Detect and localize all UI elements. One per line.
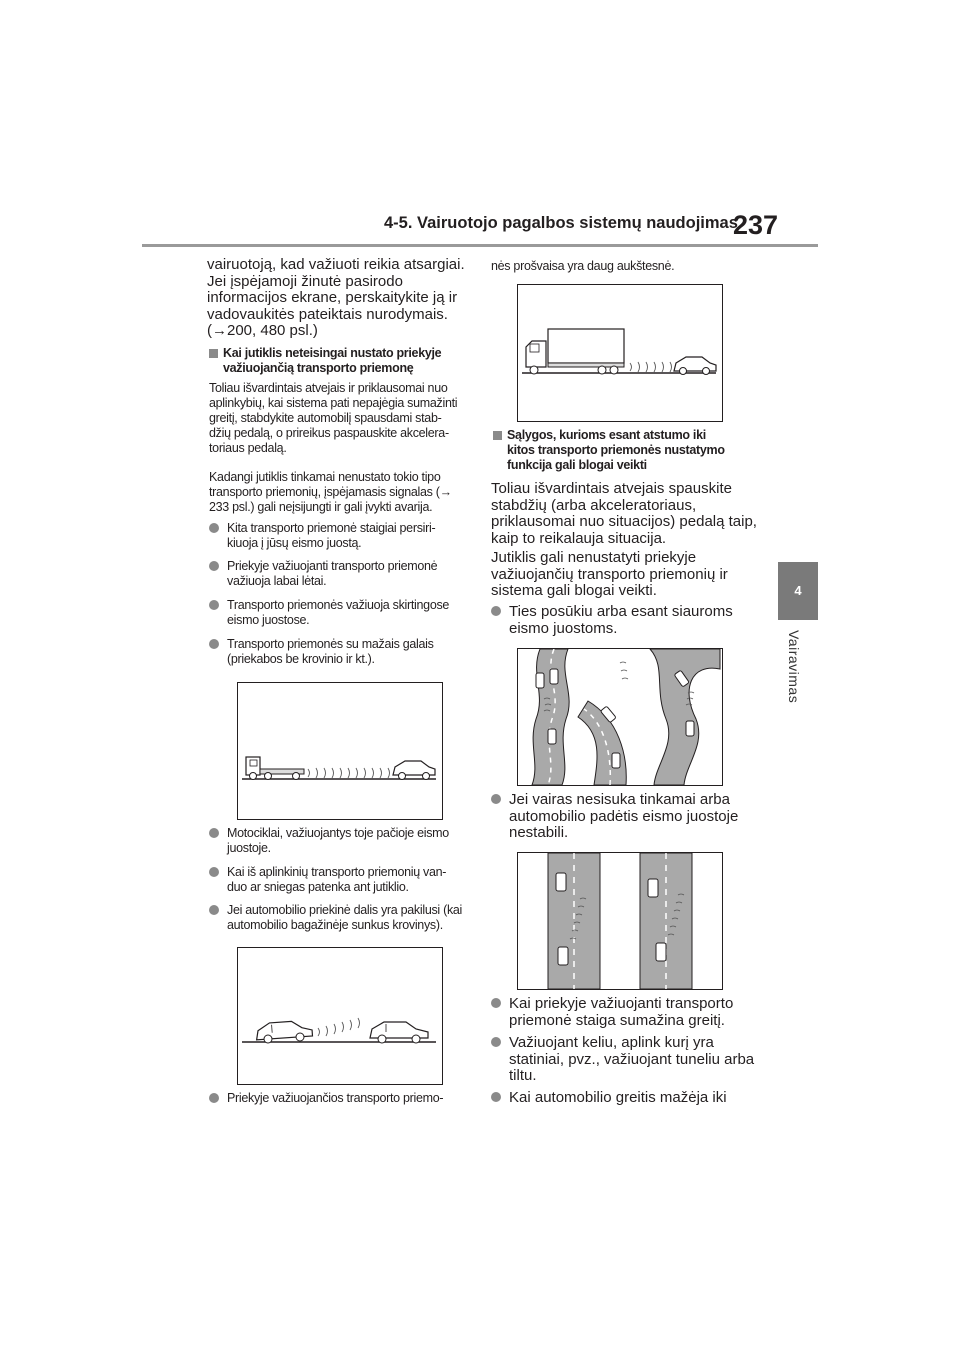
- square-bullet-icon: [493, 431, 502, 440]
- bullet-icon: [491, 606, 501, 616]
- chapter-tab: 4: [778, 562, 818, 620]
- right-heading-text: Sąlygos, kurioms esant atstumo iki kitos transporto priemonės nustatymo funkcija gali blogai veikti: [507, 428, 725, 472]
- illustration-lane-position: [517, 852, 723, 990]
- illustration-low-trailer: [237, 682, 443, 820]
- list-item-text: Kai automobilio greitis mažėja iki: [509, 1089, 727, 1106]
- bullet-icon: [209, 600, 219, 610]
- chapter-label: Vairavimas: [786, 630, 802, 704]
- left-paragraph-1: Toliau išvardintais atvejais ir priklausomai nuo aplinkybių, kai sistema pati nepajėgia sumažinti greitį, stabdykite automobilį spausdami stab- džių pedalą, o prireikus paspauskite akcelera- toriaus pedalą.: [209, 381, 458, 455]
- list-item-text: Priekyje važiuojančios transporto priemo-: [227, 1091, 444, 1105]
- list-item-text: Transporto priemonės važiuoja skirtingose eismo juostose.: [227, 598, 450, 627]
- list-item-text: Priekyje važiuojanti transporto priemonė važiuoja labai lėtai.: [227, 559, 438, 588]
- trailer-car-drawing: [238, 683, 442, 819]
- list-item-text: Kai priekyje važiuojanti transporto priemonė staiga sumažina greitį.: [509, 995, 734, 1029]
- list-item-text: Motociklai, važiuojantys toje pačioje eismo juostoje.: [227, 826, 449, 855]
- bullet-icon: [209, 828, 219, 838]
- list-item-text: Jei vairas nesisuka tinkamai arba automobilio padėtis eismo juostoje nestabili.: [509, 791, 739, 841]
- list-item-text: Jei automobilio priekinė dalis yra pakilusi (kai automobilio bagažinėje sunkus krovinys).: [227, 903, 463, 932]
- right-paragraph-2: Jutiklis gali nenustatyti priekyje važiuojančių transporto priemonių ir sistema gali blogai veikti.: [491, 549, 728, 599]
- header-divider: [142, 244, 818, 247]
- illustration-curves: [517, 648, 723, 786]
- page-number: 237: [733, 210, 779, 240]
- section-title: 4-5. Vairuotojo pagalbos sistemų naudojimas: [384, 214, 738, 232]
- truck-car-drawing: [518, 285, 722, 421]
- bullet-icon: [491, 1037, 501, 1047]
- bullet-icon: [209, 523, 219, 533]
- list-item-text: Važiuojant keliu, aplink kurį yra statiniai, pvz., važiuojant tuneliu arba tiltu.: [509, 1034, 755, 1084]
- bullet-icon: [209, 867, 219, 877]
- bullet-icon: [491, 1092, 501, 1102]
- illustration-high-clearance: [517, 284, 723, 422]
- list-item-text: Kita transporto priemonė staigiai persiri- kiuoja į jūsų eismo juostą.: [227, 521, 436, 550]
- left-paragraph-2: Kadangi jutiklis tinkamai nenustato tokio tipo transporto priemonių, įspėjamasis signalas (→ 233 psl.) gali neįsijungti ir gali įvykti avarija.: [209, 470, 452, 514]
- bullet-icon: [491, 998, 501, 1008]
- lane-drift-drawing: [518, 853, 722, 989]
- right-paragraph-1: Toliau išvardintais atvejais spauskite stabdžių (arba akceleratoriaus, priklausomai nuo situacijos) pedalą taip, kaip to reikalauja situacija.: [491, 480, 757, 547]
- list-item-text: Ties posūkiu arba esant siauroms eismo juostoms.: [509, 603, 733, 637]
- list-item-text: Kai iš aplinkinių transporto priemonių van- duo ar sniegas patenka ant jutiklio.: [227, 865, 447, 894]
- bullet-icon: [491, 794, 501, 804]
- chapter-label-container: [778, 630, 818, 740]
- continuation-text: nės prošvaisa yra daug aukštesnė.: [491, 259, 675, 273]
- left-heading-text: Kai jutiklis neteisingai nustato priekyje važiuojančią transporto priemonę: [223, 346, 442, 375]
- square-bullet-icon: [209, 349, 218, 358]
- raised-car-drawing: [238, 948, 442, 1084]
- illustration-raised-front: [237, 947, 443, 1085]
- intro-text: vairuotoją, kad važiuoti reikia atsargiai. Jei įspėjamoji žinutė pasirodo informacijos ekrane, perskaitykite ją ir vadovaukitės pateiktais nurodymais. (→200, 480 psl.): [207, 256, 465, 339]
- bullet-icon: [209, 905, 219, 915]
- bullet-icon: [209, 639, 219, 649]
- bullet-icon: [209, 561, 219, 571]
- bullet-icon: [209, 1093, 219, 1103]
- list-item-text: Transporto priemonės su mažais galais (priekabos be krovinio ir kt.).: [227, 637, 434, 666]
- curved-roads-drawing: [518, 649, 722, 785]
